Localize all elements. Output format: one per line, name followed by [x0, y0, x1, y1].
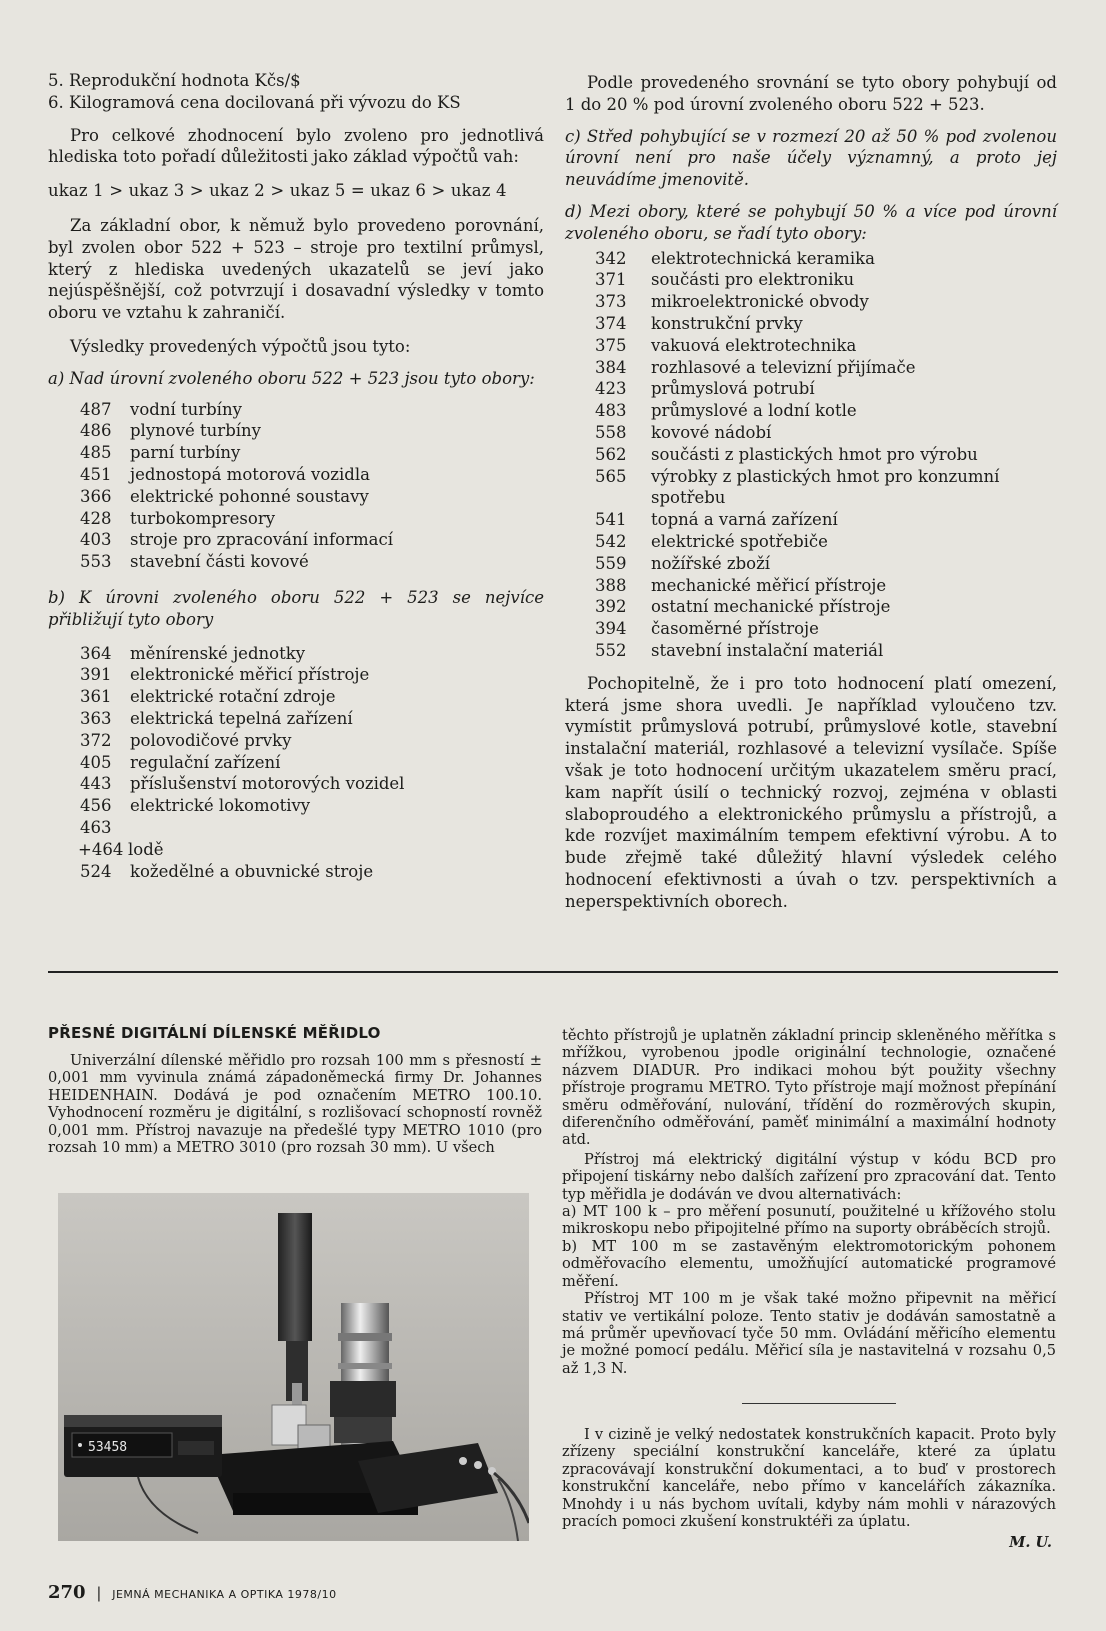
field-code: 373	[595, 292, 627, 312]
list-item-5: 5. Reprodukční hodnota Kčs/$	[48, 71, 301, 90]
field-name: elektrické lokomotivy	[130, 796, 311, 816]
list-item	[565, 335, 1057, 357]
field-code: 342	[595, 248, 627, 268]
field-name: příslušenství motorových vozidel	[130, 774, 405, 794]
section-b-heading: b) K úrovni zvoleného oboru 522 + 523 se nejvíce přibližují tyto obory	[48, 587, 544, 629]
field-name: elektrické spotřebiče	[651, 531, 828, 551]
field-code: 485	[80, 443, 112, 463]
list-item	[565, 291, 1057, 313]
field-code: 552	[595, 640, 627, 660]
list-item	[48, 508, 544, 530]
field-name: měnírenské jednotky	[130, 643, 306, 663]
field-code: 562	[595, 444, 627, 464]
note-divider	[742, 1403, 896, 1404]
article-left-column	[48, 1024, 542, 1156]
field-code: 486	[80, 421, 112, 441]
field-name: topná a varná zařízení	[651, 510, 838, 530]
field-code: 483	[595, 401, 627, 421]
list-d	[565, 248, 1057, 662]
list-item	[48, 643, 544, 665]
field-name: elektrotechnická keramika	[651, 248, 875, 268]
field-name: elektrické rotační zdroje	[130, 687, 336, 707]
field-code: 428	[80, 508, 112, 528]
formula-order: ukaz 1 > ukaz 3 > ukaz 2 > ukaz 5 = ukaz 6 > ukaz 4	[48, 181, 507, 201]
field-code: 392	[595, 597, 627, 617]
field-name: stroje pro zpracování informací	[130, 530, 393, 550]
list-item	[565, 553, 1057, 575]
paragraph-comparison: Podle provedeného srovnání se tyto obory pohybují od 1 do 20 % pod úrovní zvoleného oboru 522 + 523.	[565, 73, 1057, 114]
list-item	[565, 575, 1057, 597]
results-intro: Výsledky provedených výpočtů jsou tyto:	[70, 336, 411, 356]
article-paragraph-2: Přístroj má elektrický digitální výstup v kódu BCD pro připojení tiskárny nebo dalších zařízení pro zpracování dat. Tento typ měřidla je dodáván ve dvou alternativách:	[562, 1150, 1056, 1203]
field-name: součásti z plastických hmot pro výrobu	[651, 444, 978, 464]
paragraph-base-field: Za základní obor, k němuž bylo provedeno porovnání, byl zvolen obor 522 + 523 – stroje pro textilní průmysl, který z hlediska uvedených ukazatelů se jeví jako nejúspěšnější, což potvrzují i dosavadní výsledky v tomto oboru ve vztahu k zahraničí.	[48, 215, 544, 323]
field-code: 361	[80, 687, 112, 707]
section-d-heading: d) Mezi obory, které se pohybují 50 % a více pod úrovní zvoleného oboru, se řadí tyto obory:	[565, 201, 1057, 243]
field-code: 384	[595, 357, 627, 377]
field-code: 559	[595, 553, 627, 573]
article-paragraph-3: Přístroj MT 100 m je však také možno připevnit na měřicí stativ ve vertikální poloze. Tento stativ je dodáván samostatně a má průměr upevňovací tyče 50 mm. Ovládání měřicího elementu je možné pomocí pedálu. Měřicí síla je nastavitelná v rozsahu 0,5 až 1,3 N.	[562, 1290, 1056, 1377]
field-name: jednostopá motorová vozidla	[130, 464, 370, 484]
field-code: 388	[595, 575, 627, 595]
list-item	[48, 795, 544, 817]
field-name: výrobky z plastických hmot pro konzumní spotřebu	[651, 466, 1000, 508]
field-code: 366	[80, 486, 112, 506]
list-item	[565, 400, 1057, 422]
field-code: 372	[80, 730, 112, 750]
list-item	[48, 686, 544, 708]
list-item	[565, 466, 1057, 510]
list-item-6: 6. Kilogramová cena docilovaná při vývozu do KS	[48, 92, 461, 112]
field-code: 364	[80, 643, 112, 663]
field-name: elektrické pohonné soustavy	[130, 486, 369, 506]
field-name: součásti pro elektroniku	[651, 270, 855, 290]
field-code: 456	[80, 796, 112, 816]
list-item	[48, 773, 544, 795]
field-name: mikroelektronické obvody	[651, 292, 869, 312]
list-item	[48, 464, 544, 486]
field-name: elektrická tepelná zařízení	[130, 708, 353, 728]
field-name: elektronické měřicí přístroje	[130, 665, 370, 685]
field-code: 553	[80, 552, 112, 572]
field-code: 542	[595, 531, 627, 551]
field-code: 541	[595, 510, 627, 530]
field-code: 487	[80, 399, 112, 419]
field-name: kožedělné a obuvnické stroje	[130, 861, 374, 881]
right-column	[565, 72, 1057, 912]
field-code: 524	[80, 861, 112, 881]
field-code: 558	[595, 422, 627, 442]
article-title: PŘESNÉ DIGITÁLNÍ DÍLENSKÉ MĚŘIDLO	[48, 1024, 381, 1042]
list-item	[48, 399, 544, 421]
field-code: 403	[80, 530, 112, 550]
author-initials: M. U.	[1009, 1534, 1052, 1552]
field-code: 463	[80, 817, 112, 837]
field-code: 423	[595, 379, 627, 399]
list-item	[48, 708, 544, 730]
list-item	[48, 752, 544, 774]
list-item	[565, 357, 1057, 379]
article-right-column	[562, 1027, 1056, 1377]
product-photo	[58, 1193, 529, 1541]
list-item	[565, 378, 1057, 400]
list-item	[48, 817, 544, 839]
section-c: c) Střed pohybující se v rozmezí 20 až 50 % pod zvolenou úrovní není pro naše účely významný, a proto jej neuvádíme jmenovitě.	[565, 126, 1057, 190]
field-name: plynové turbíny	[130, 421, 261, 441]
field-name: mechanické měřicí přístroje	[651, 575, 887, 595]
list-item	[48, 730, 544, 752]
field-name: časoměrné přístroje	[651, 619, 819, 639]
list-item	[48, 420, 544, 442]
page-footer	[48, 1582, 337, 1603]
list-item	[565, 531, 1057, 553]
display-digits: 53458	[88, 1440, 128, 1455]
list-item	[565, 640, 1057, 662]
list-item	[48, 529, 544, 551]
field-code: 451	[80, 464, 112, 484]
list-item	[48, 861, 544, 883]
field-name: vodní turbíny	[130, 399, 242, 419]
field-name: parní turbíny	[130, 443, 241, 463]
note-block	[562, 1426, 1056, 1552]
magazine-name: JEMNÁ MECHANIKA A OPTIKA 1978/10	[112, 1588, 337, 1601]
list-item	[565, 596, 1057, 618]
section-a-heading: a) Nad úrovní zvoleného oboru 522 + 523 jsou tyto obory:	[48, 368, 535, 388]
list-item	[48, 442, 544, 464]
paragraph-weights: Pro celkové zhodnocení bylo zvoleno pro jednotlivá hlediska toto pořadí důležitosti jako základ výpočtů vah:	[48, 125, 544, 167]
field-name: stavební části kovové	[130, 552, 309, 572]
field-code: 371	[595, 270, 627, 290]
field-name: průmyslová potrubí	[651, 379, 815, 399]
footer-separator: |	[96, 1584, 102, 1602]
field-code: 565	[595, 466, 627, 486]
article-variant-b: b) MT 100 m se zastavěným elektromotorickým pohonem odměřovacího elementu, umožňující automatické programové měření.	[562, 1237, 1056, 1290]
field-name: kovové nádobí	[651, 422, 772, 442]
paragraph-conclusion: Pochopitelně, že i pro toto hodnocení platí omezení, která jsme shora uvedli. Je například vyloučeno tzv. vymístit průmyslová potrubí, průmyslové kotle, stavební instalační materiál, rozhlasové a televizní vysílače. Spíše však je toto hodnocení určitým ukazatelem směru prací, kam napřít úsilí o technický rozvoj, zejména v oblasti slaboproudého a elektronického průmyslu a přístrojů, a kde rozvíjet maximálním tempem efektivní výrobu. A to bude zřejmě také důležitý hlavní výsledek celého hodnocení efektivnosti a úvah o tzv. perspektivních a neperspektivních oborech.	[565, 673, 1057, 911]
measuring-device-image	[58, 1193, 529, 1541]
field-code: 363	[80, 708, 112, 728]
list-item	[565, 444, 1057, 466]
list-item	[565, 248, 1057, 270]
field-code: 375	[595, 335, 627, 355]
article-intro: Univerzální dílenské měřidlo pro rozsah 100 mm s přesností ± 0,001 mm vyvinula známá západoněmecká firmy Dr. Johannes HEIDENHAIN. Dodává je pod označením METRO 100.10. Vyhodnocení rozměru je digitální, s rozlišovací schopností rovněž 0,001 mm. Přístroj navazuje na předešlé typy METRO 1010 (pro rozsah 10 mm) a METRO 3010 (pro rozsah 30 mm). U všech	[48, 1052, 542, 1157]
list-item	[565, 618, 1057, 640]
list-item	[565, 509, 1057, 531]
list-item	[48, 839, 544, 861]
field-name: rozhlasové a televizní přijímače	[651, 357, 916, 377]
field-name: průmyslové a lodní kotle	[651, 401, 857, 421]
section-divider	[48, 971, 1058, 973]
field-code: 394	[595, 619, 627, 639]
list-item	[48, 486, 544, 508]
field-name: ostatní mechanické přístroje	[651, 597, 891, 617]
page-number: 270	[48, 1582, 86, 1603]
field-name: stavební instalační materiál	[651, 640, 884, 660]
field-name: nožířské zboží	[651, 553, 771, 573]
list-item	[48, 551, 544, 573]
left-column	[48, 70, 544, 882]
list-a	[48, 399, 544, 573]
list-item	[565, 313, 1057, 335]
field-code: 443	[80, 774, 112, 794]
field-code: 391	[80, 665, 112, 685]
field-name: turbokompresory	[130, 508, 276, 528]
field-name: regulační zařízení	[130, 752, 281, 772]
field-name: konstrukční prvky	[651, 313, 803, 333]
list-item	[48, 664, 544, 686]
field-code: 405	[80, 752, 112, 772]
field-name: lodě	[128, 839, 164, 859]
field-code: +464	[78, 839, 124, 859]
field-name: vakuová elektrotechnika	[651, 335, 857, 355]
list-b	[48, 643, 544, 883]
list-item	[565, 422, 1057, 444]
note-text: I v cizině je velký nedostatek konstrukčních kapacit. Proto byly zřízeny speciální konstrukční kanceláře, které za úplatu zpracovávají konstrukční dokumentaci, a to buď v prostorech konstrukční kanceláře, nebo přímo v kancelářích zákazníka. Mnohdy i u nás bychom uvítali, kdyby nám mohli v nárazových pracích pomoci zkušení konstruktéři za úplatu.	[562, 1426, 1056, 1531]
field-code: 374	[595, 313, 627, 333]
list-item	[565, 269, 1057, 291]
field-name: polovodičové prvky	[130, 730, 292, 750]
article-variant-a: a) MT 100 k – pro měření posunutí, použitelné u křížového stolu mikroskopu nebo připojitelné přímo na suporty obráběcích strojů.	[562, 1203, 1056, 1238]
article-paragraph-1: těchto přístrojů je uplatněn základní princip skleněného měřítka s mřížkou, vyrobenou jpodle originální technologie, označené názvem DIADUR. Pro indikaci mohou být použity všechny přístroje programu METRO. Tyto přístroje mají možnost přepínání směru odměřování, nulování, třídění do rozměrových skupin, diferenčního odměřování, paměť minimální a maximální hodnoty atd.	[562, 1027, 1056, 1149]
